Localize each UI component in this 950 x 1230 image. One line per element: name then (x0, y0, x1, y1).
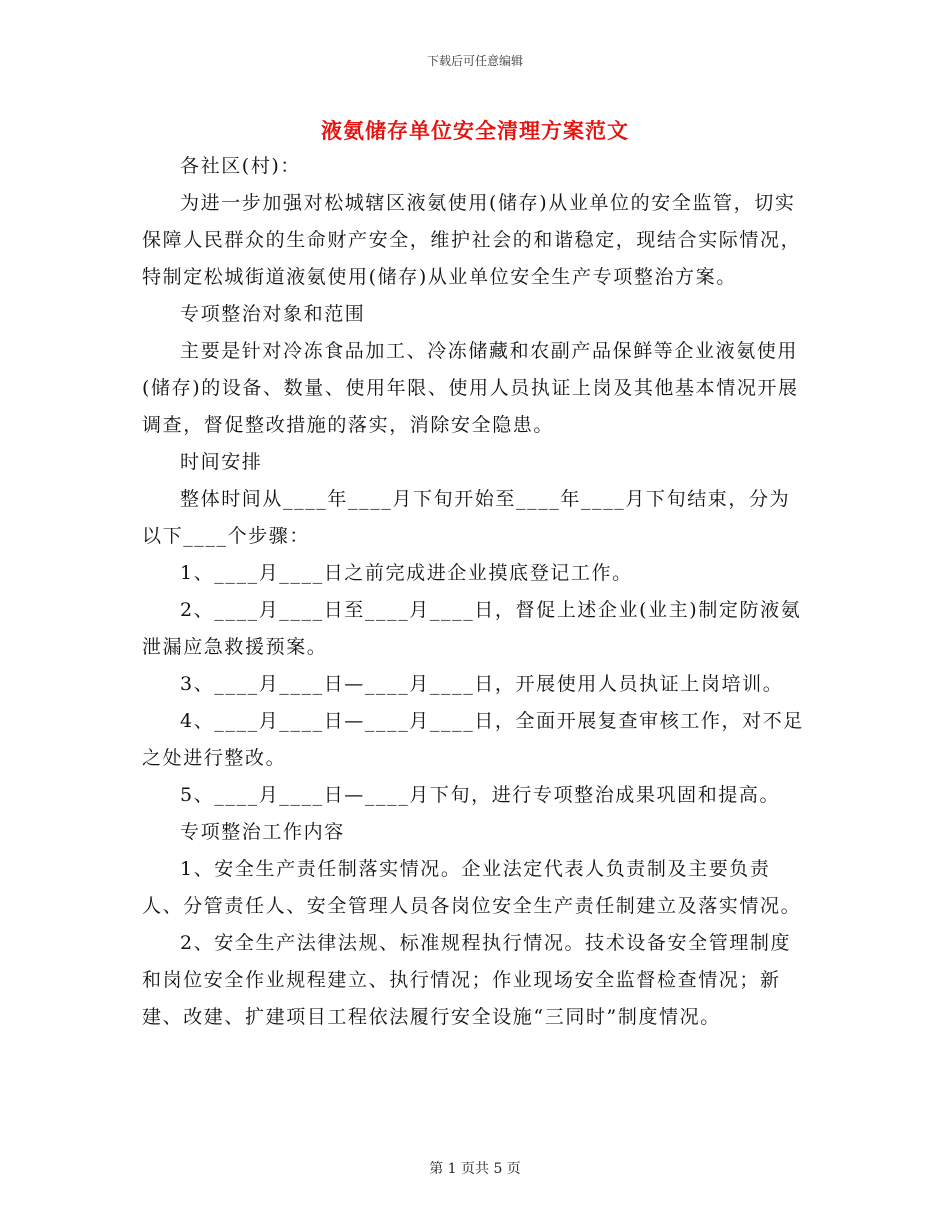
document-title: 液氨储存单位安全清理方案范文 (321, 118, 629, 143)
content-item-2: 2、安全生产法律法规、标准规程执行情况。技术设备安全管理制度和岗位安全作业规程建立、执行情况；作业现场安全监督检查情况；新建、改建、扩建项目工程依法履行安全设施“三同时”制度情况。 (142, 932, 792, 1028)
content-item-1: 1、安全生产责任制落实情况。企业法定代表人负责制及主要负责人、分管责任人、安全管理人员各岗位安全生产责任制建立及落实情况。 (142, 858, 802, 917)
schedule-step-1: 1、____月____日之前完成进企业摸底登记工作。 (180, 562, 633, 584)
document-body (142, 148, 810, 1036)
section-heading-content: 专项整治工作内容 (180, 821, 345, 843)
intro-paragraph: 为进一步加强对松城辖区液氨使用(储存)从业单位的安全监管，切实保障人民群众的生命财产安全，维护社会的和谐稳定，现结合实际情况，特制定松城街道液氨使用(储存)从业单位安全生产专项整治方案。 (142, 192, 802, 288)
schedule-step-4: 4、____月____日—____月____日，全面开展复查审核工作，对不足之处进行整改。 (142, 710, 804, 769)
schedule-step-2: 2、____月____日至____月____日，督促上述企业(业主)制定防液氨泄漏应急救援预案。 (142, 599, 802, 658)
header-note: 下载后可任意编辑 (426, 54, 523, 68)
schedule-step-3: 3、____月____日—____月____日，开展使用人员执证上岗培训。 (180, 673, 784, 695)
schedule-overview: 整体时间从____年____月下旬开始至____年____月下旬结束，分为以下____个步骤： (142, 488, 791, 547)
page-footer: 第 1 页共 5 页 (429, 1161, 521, 1177)
section-heading-schedule: 时间安排 (180, 451, 263, 473)
schedule-step-5: 5、____月____日—____月下旬，进行专项整治成果巩固和提高。 (180, 784, 781, 806)
scope-paragraph: 主要是针对冷冻食品加工、冷冻储藏和农副产品保鲜等企业液氨使用(储存)的设备、数量、使用年限、使用人员执证上岗及其他基本情况开展调查，督促整改措施的落实，消除安全隐患。 (142, 340, 799, 436)
salutation: 各社区(村)： (180, 155, 302, 177)
section-heading-scope: 专项整治对象和范围 (180, 303, 366, 325)
